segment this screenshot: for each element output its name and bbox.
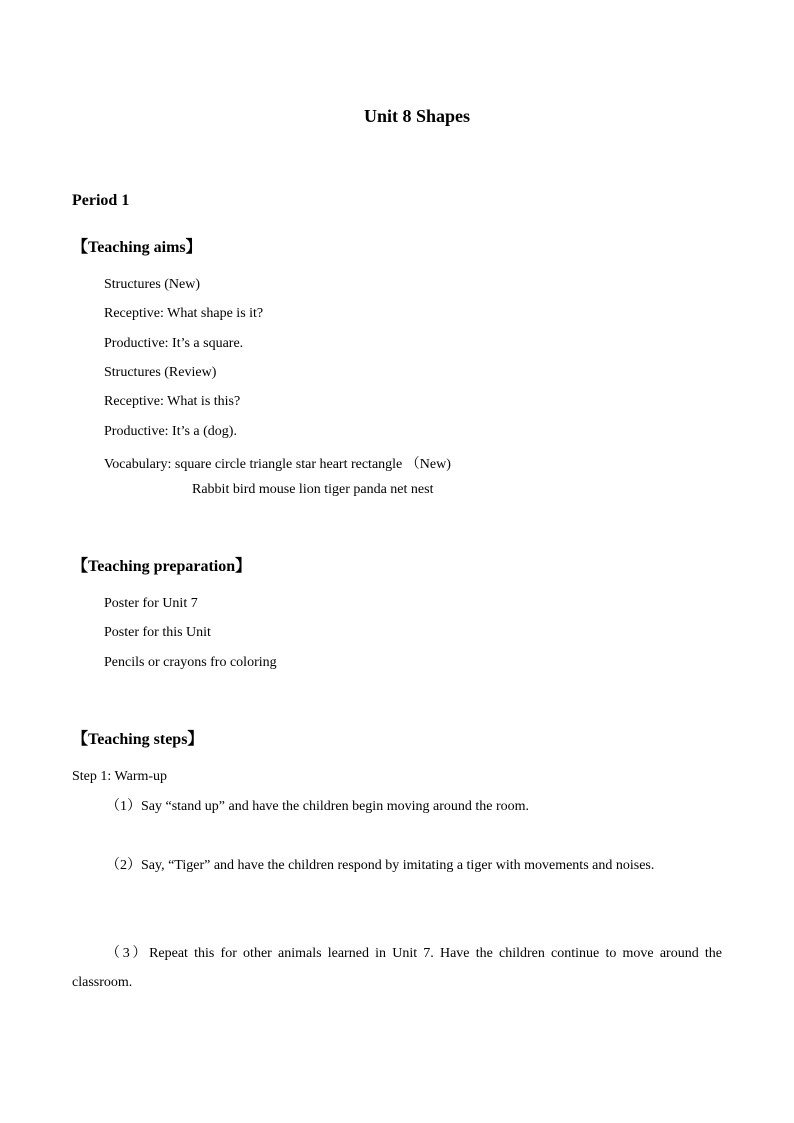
aims-line: Productive: It’s a (dog).: [104, 424, 237, 439]
step-paragraph: （1）Say “stand up” and have the children begin moving around the room.: [106, 799, 530, 814]
aims-line: Rabbit bird mouse lion tiger panda net nest: [192, 482, 434, 497]
teaching-aims-heading: 【Teaching aims】: [72, 239, 202, 256]
aims-line: Vocabulary: square circle triangle star heart rectangle （New): [104, 457, 451, 472]
page-title: Unit 8 Shapes: [363, 106, 471, 126]
teaching-steps-heading: 【Teaching steps】: [72, 731, 204, 748]
aims-line: Structures (Review): [104, 365, 217, 380]
step-paragraph: （3）Repeat this for other animals learned in Unit 7. Have the children continue to move around the classroom.: [72, 946, 722, 990]
aims-line: Structures (New): [104, 277, 201, 292]
aims-line: Productive: It’s a square.: [104, 336, 244, 351]
step-paragraph: （2）Say, “Tiger” and have the children respond by imitating a tiger with movements and noises.: [106, 858, 655, 873]
period-label: Period 1: [72, 192, 130, 209]
step-label: Step 1: Warm-up: [72, 769, 168, 784]
preparation-line: Pencils or crayons fro coloring: [104, 655, 277, 670]
preparation-line: Poster for Unit 7: [104, 596, 198, 611]
aims-line: Receptive: What shape is it?: [104, 306, 264, 321]
teaching-preparation-heading: 【Teaching preparation】: [72, 558, 252, 575]
preparation-line: Poster for this Unit: [104, 625, 211, 640]
aims-line: Receptive: What is this?: [104, 394, 241, 409]
